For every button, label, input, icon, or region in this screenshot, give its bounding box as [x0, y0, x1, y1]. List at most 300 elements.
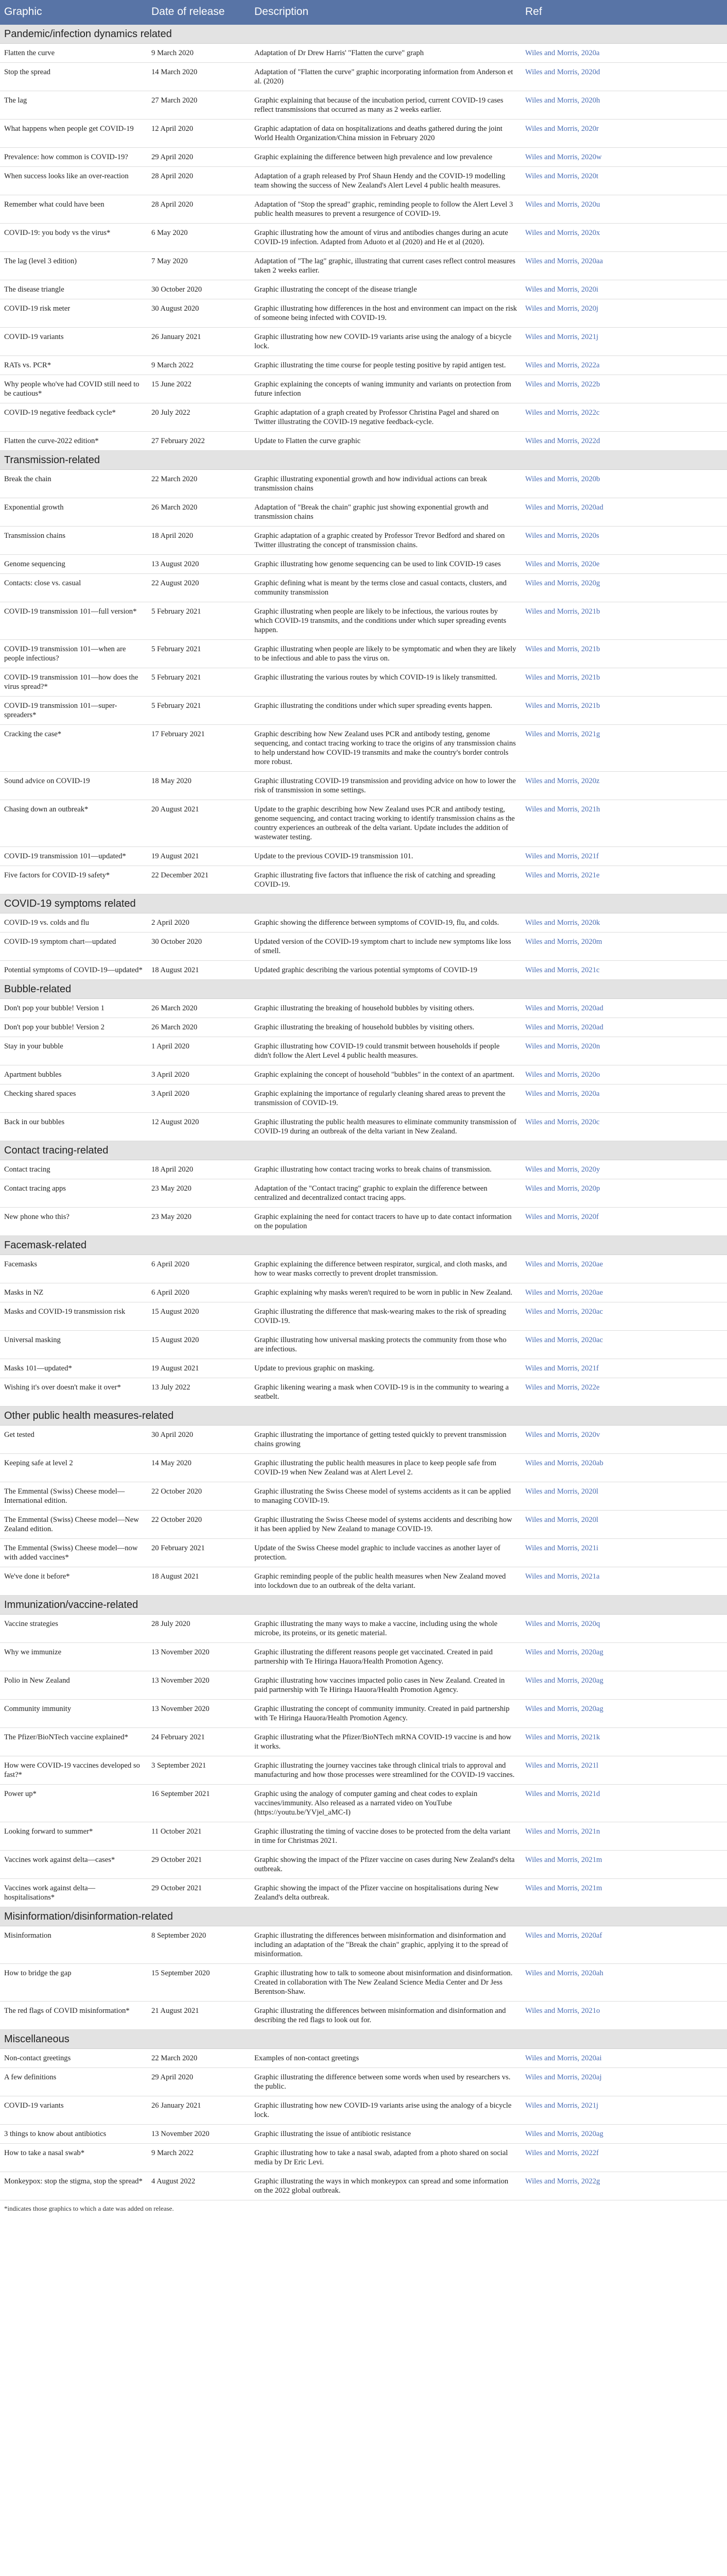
- graphic-cell: Non-contact greetings: [0, 2049, 147, 2068]
- section-title: Miscellaneous: [0, 2030, 727, 2049]
- table-row: [0, 280, 727, 299]
- ref-link[interactable]: Wiles and Morris, 2020g: [521, 574, 727, 602]
- description-cell: Graphic illustrating how differences in the host and environment can impact on the risk of someone being infected with COVID-19.: [250, 299, 521, 328]
- section-title: Facemask-related: [0, 1236, 727, 1255]
- ref-link[interactable]: Wiles and Morris, 2020f: [521, 1208, 727, 1236]
- section-header-row: [0, 1236, 727, 1255]
- description-cell: Graphic illustrating when people are likely to be symptomatic and when they are likely to be infectious and able to pass the virus on.: [250, 640, 521, 668]
- description-cell: Graphic adaptation of a graph created by Professor Christina Pagel and shared on Twitter illustrating the COVID-19 negative feedback-cycle.: [250, 403, 521, 432]
- ref-link[interactable]: Wiles and Morris, 2020ac: [521, 1331, 727, 1359]
- ref-link[interactable]: Wiles and Morris, 2021f: [521, 847, 727, 866]
- description-cell: Graphic illustrating the differences between misinformation and disinformation and describing the red flags to look out for.: [250, 2002, 521, 2030]
- description-cell: Adaptation of "Break the chain" graphic just showing exponential growth and transmission chains: [250, 498, 521, 527]
- ref-link[interactable]: Wiles and Morris, 2020af: [521, 1926, 727, 1964]
- description-cell: Graphic illustrating the breaking of household bubbles by visiting others.: [250, 1018, 521, 1037]
- ref-link[interactable]: Wiles and Morris, 2020ad: [521, 1018, 727, 1037]
- ref-link[interactable]: Wiles and Morris, 2020l: [521, 1482, 727, 1511]
- description-cell: Graphic illustrating the many ways to make a vaccine, including using the whole microbe, its proteins, or its genetic material.: [250, 1615, 521, 1643]
- ref-link[interactable]: Wiles and Morris, 2022b: [521, 375, 727, 403]
- description-cell: Graphic explaining the concepts of waning immunity and variants on protection from future infection: [250, 375, 521, 403]
- graphic-cell: COVID-19 vs. colds and flu: [0, 913, 147, 933]
- graphic-cell: Masks 101—updated*: [0, 1359, 147, 1378]
- description-cell: Adaptation of "The lag" graphic, illustrating that current cases reflect control measures taken 2 weeks earlier.: [250, 252, 521, 280]
- table-row: [0, 1879, 727, 1907]
- ref-link[interactable]: Wiles and Morris, 2020ag: [521, 1643, 727, 1671]
- description-cell: Graphic explaining the difference between high prevalence and low prevalence: [250, 148, 521, 167]
- section-header-row: [0, 2030, 727, 2049]
- ref-link[interactable]: Wiles and Morris, 2020ag: [521, 2125, 727, 2144]
- description-cell: Graphic illustrating exponential growth and how individual actions can break transmission chains: [250, 470, 521, 498]
- date-cell: 15 June 2022: [147, 375, 250, 403]
- ref-link[interactable]: Wiles and Morris, 2020ah: [521, 1964, 727, 2002]
- graphic-cell: Genome sequencing: [0, 555, 147, 574]
- graphic-cell: COVID-19 transmission 101—updated*: [0, 847, 147, 866]
- date-cell: 22 December 2021: [147, 866, 250, 894]
- graphic-cell: Transmission chains: [0, 527, 147, 555]
- date-cell: 3 September 2021: [147, 1756, 250, 1785]
- graphic-cell: Stop the spread: [0, 63, 147, 91]
- date-cell: 3 April 2020: [147, 1084, 250, 1113]
- description-cell: Graphic illustrating the time course for people testing positive by rapid antigen test.: [250, 356, 521, 375]
- graphic-cell: Apartment bubbles: [0, 1065, 147, 1084]
- date-cell: 9 March 2022: [147, 2144, 250, 2172]
- ref-link[interactable]: Wiles and Morris, 2020aj: [521, 2068, 727, 2096]
- date-cell: 12 August 2020: [147, 1113, 250, 1141]
- ref-link[interactable]: Wiles and Morris, 2020d: [521, 63, 727, 91]
- ref-link[interactable]: Wiles and Morris, 2021j: [521, 2096, 727, 2125]
- date-cell: 13 July 2022: [147, 1378, 250, 1406]
- table-row: [0, 1822, 727, 1851]
- graphic-cell: Vaccines work against delta—hospitalisations*: [0, 1879, 147, 1907]
- ref-link[interactable]: Wiles and Morris, 2020aa: [521, 252, 727, 280]
- table-row: [0, 2002, 727, 2030]
- description-cell: Graphic illustrating when people are likely to be infectious, the various routes by which COVID-19 transmits, and the conditions under which super spreading events happen.: [250, 602, 521, 640]
- date-cell: 19 August 2021: [147, 1359, 250, 1378]
- graphic-cell: COVID-19 transmission 101—when are people infectious?: [0, 640, 147, 668]
- description-cell: Graphic explaining why masks weren't required to be worn in public in New Zealand.: [250, 1283, 521, 1302]
- date-cell: 15 September 2020: [147, 1964, 250, 2002]
- ref-link[interactable]: Wiles and Morris, 2021o: [521, 2002, 727, 2030]
- date-cell: 1 April 2020: [147, 1037, 250, 1065]
- ref-link[interactable]: Wiles and Morris, 2020p: [521, 1179, 727, 1208]
- date-cell: 6 April 2020: [147, 1283, 250, 1302]
- ref-link[interactable]: Wiles and Morris, 2021c: [521, 961, 727, 980]
- date-cell: 5 February 2021: [147, 602, 250, 640]
- ref-link[interactable]: Wiles and Morris, 2020ac: [521, 1302, 727, 1331]
- date-cell: 26 January 2021: [147, 328, 250, 356]
- date-cell: 18 May 2020: [147, 772, 250, 800]
- table-row: [0, 328, 727, 356]
- date-cell: 13 November 2020: [147, 1643, 250, 1671]
- ref-link[interactable]: Wiles and Morris, 2021n: [521, 1822, 727, 1851]
- ref-link[interactable]: Wiles and Morris, 2020ae: [521, 1283, 727, 1302]
- table-row: [0, 1084, 727, 1113]
- ref-link[interactable]: Wiles and Morris, 2021l: [521, 1756, 727, 1785]
- description-cell: Graphic explaining the difference between respirator, surgical, and cloth masks, and how to wear masks correctly to prevent droplet transmission.: [250, 1255, 521, 1283]
- section-title: Contact tracing-related: [0, 1141, 727, 1160]
- graphic-cell: How to bridge the gap: [0, 1964, 147, 2002]
- description-cell: Graphic illustrating the public health measures to eliminate community transmission of COVID-19 during an outbreak of the delta variant in New Zealand.: [250, 1113, 521, 1141]
- ref-link[interactable]: Wiles and Morris, 2020u: [521, 195, 727, 224]
- ref-link[interactable]: Wiles and Morris, 2020o: [521, 1065, 727, 1084]
- ref-link[interactable]: Wiles and Morris, 2021b: [521, 668, 727, 697]
- date-cell: 12 April 2020: [147, 120, 250, 148]
- section-header-row: [0, 1406, 727, 1426]
- description-cell: Graphic illustrating the various routes by which COVID-19 is likely transmitted.: [250, 668, 521, 697]
- table-row: [0, 1037, 727, 1065]
- ref-link[interactable]: Wiles and Morris, 2021a: [521, 1567, 727, 1596]
- date-cell: 14 May 2020: [147, 1454, 250, 1482]
- date-cell: 15 August 2020: [147, 1302, 250, 1331]
- description-cell: Graphic likening wearing a mask when COVID-19 is in the community to wearing a seatbelt.: [250, 1378, 521, 1406]
- date-cell: 29 October 2021: [147, 1879, 250, 1907]
- graphic-cell: When success looks like an over-reaction: [0, 167, 147, 195]
- section-header-row: [0, 980, 727, 999]
- description-cell: Examples of non-contact greetings: [250, 2049, 521, 2068]
- description-cell: Graphic illustrating the concept of community immunity. Created in paid partnership with Te Hiringa Hauora/Health Promotion Agency.: [250, 1700, 521, 1728]
- table-row: [0, 725, 727, 772]
- table-row: [0, 1018, 727, 1037]
- table-row: [0, 1785, 727, 1822]
- date-cell: 28 April 2020: [147, 167, 250, 195]
- table-row: [0, 1756, 727, 1785]
- table-row: [0, 1728, 727, 1756]
- graphic-cell: Prevalence: how common is COVID-19?: [0, 148, 147, 167]
- date-cell: 26 March 2020: [147, 498, 250, 527]
- description-cell: Update to the graphic describing how New Zealand uses PCR and antibody testing, genome sequencing, and contact tracing working to identify transmission chains as the country experiences an outbreak of the delta variant. Update includes the addition of wastewater testing.: [250, 800, 521, 847]
- graphic-cell: Chasing down an outbreak*: [0, 800, 147, 847]
- graphic-cell: Don't pop your bubble! Version 2: [0, 1018, 147, 1037]
- date-cell: 18 August 2021: [147, 1567, 250, 1596]
- ref-link[interactable]: Wiles and Morris, 2020a: [521, 44, 727, 63]
- date-cell: 22 October 2020: [147, 1482, 250, 1511]
- ref-link[interactable]: Wiles and Morris, 2022e: [521, 1378, 727, 1406]
- graphic-cell: The Pfizer/BioNTech vaccine explained*: [0, 1728, 147, 1756]
- table-row: [0, 1567, 727, 1596]
- ref-link[interactable]: Wiles and Morris, 2021f: [521, 1359, 727, 1378]
- description-cell: Graphic illustrating the timing of vaccine doses to be protected from the delta variant in time for Christmas 2021.: [250, 1822, 521, 1851]
- description-cell: Graphic illustrating how new COVID-19 variants arise using the analogy of a bicycle lock.: [250, 328, 521, 356]
- description-cell: Graphic illustrating the breaking of household bubbles by visiting others.: [250, 999, 521, 1018]
- table-row: [0, 1113, 727, 1141]
- date-cell: 4 August 2022: [147, 2172, 250, 2200]
- graphic-cell: Masks and COVID-19 transmission risk: [0, 1302, 147, 1331]
- description-cell: Graphic explaining that because of the incubation period, current COVID-19 cases reflect transmissions that occurred as many as 2 weeks earlier.: [250, 91, 521, 120]
- table-row: [0, 1615, 727, 1643]
- ref-link[interactable]: Wiles and Morris, 2020z: [521, 772, 727, 800]
- ref-link[interactable]: Wiles and Morris, 2022f: [521, 2144, 727, 2172]
- description-cell: Graphic illustrating the journey vaccines take through clinical trials to approval and manufacturing and how those processes were streamlined for the COVID-19 vaccines.: [250, 1756, 521, 1785]
- description-cell: Graphic illustrating the differences between misinformation and disinformation and including an adaptation of the "Break the chain" graphic, applying it to the spread of misinformation.: [250, 1926, 521, 1964]
- graphic-cell: The Emmental (Swiss) Cheese model—now with added vaccines*: [0, 1539, 147, 1567]
- section-header-row: [0, 451, 727, 470]
- graphic-cell: COVID-19 transmission 101—how does the virus spread?*: [0, 668, 147, 697]
- date-cell: 22 March 2020: [147, 2049, 250, 2068]
- ref-link[interactable]: Wiles and Morris, 2020ag: [521, 1700, 727, 1728]
- date-cell: 19 August 2021: [147, 847, 250, 866]
- ref-link[interactable]: Wiles and Morris, 2020ad: [521, 498, 727, 527]
- table-row: [0, 602, 727, 640]
- description-cell: Adaptation of a graph released by Prof Shaun Hendy and the COVID-19 modelling team showing the success of New Zealand's Alert Level 4 public health measures.: [250, 167, 521, 195]
- section-title: Other public health measures-related: [0, 1406, 727, 1426]
- description-cell: Graphic illustrating the conditions under which super spreading events happen.: [250, 697, 521, 725]
- ref-link[interactable]: Wiles and Morris, 2021e: [521, 866, 727, 894]
- ref-link[interactable]: Wiles and Morris, 2020w: [521, 148, 727, 167]
- description-cell: Graphic explaining the importance of regularly cleaning shared areas to prevent the transmission of COVID-19.: [250, 1084, 521, 1113]
- description-cell: Graphic explaining the need for contact tracers to have up to date contact information on the population: [250, 1208, 521, 1236]
- table-row: [0, 470, 727, 498]
- description-cell: Graphic illustrating five factors that influence the risk of catching and spreading COVID-19.: [250, 866, 521, 894]
- date-cell: 27 March 2020: [147, 91, 250, 120]
- graphic-cell: The red flags of COVID misinformation*: [0, 2002, 147, 2030]
- date-cell: 5 February 2021: [147, 697, 250, 725]
- description-cell: Graphic illustrating how contact tracing works to break chains of transmission.: [250, 1160, 521, 1179]
- section-title: Bubble-related: [0, 980, 727, 999]
- table-header: [0, 0, 727, 25]
- description-cell: Graphic illustrating the public health measures in place to keep people safe from COVID-19 when New Zealand was at Alert Level 2.: [250, 1454, 521, 1482]
- description-cell: Adaptation of Dr Drew Harris' "Flatten the curve" graph: [250, 44, 521, 63]
- table-row: [0, 1482, 727, 1511]
- description-cell: Graphic illustrating the importance of getting tested quickly to prevent transmission chains growing: [250, 1426, 521, 1454]
- graphic-cell: Five factors for COVID-19 safety*: [0, 866, 147, 894]
- date-cell: 22 August 2020: [147, 574, 250, 602]
- description-cell: Adaptation of "Stop the spread" graphic, reminding people to follow the Alert Level 3 public health measures to prevent a resurgence of COVID-19.: [250, 195, 521, 224]
- graphic-cell: Vaccine strategies: [0, 1615, 147, 1643]
- ref-link[interactable]: Wiles and Morris, 2021i: [521, 1539, 727, 1567]
- section-title: Pandemic/infection dynamics related: [0, 25, 727, 44]
- table-row: [0, 800, 727, 847]
- graphic-cell: How to take a nasal swab*: [0, 2144, 147, 2172]
- ref-link[interactable]: Wiles and Morris, 2021g: [521, 725, 727, 772]
- section-title: Immunization/vaccine-related: [0, 1596, 727, 1615]
- graphic-cell: Checking shared spaces: [0, 1084, 147, 1113]
- table-row: [0, 252, 727, 280]
- date-cell: 18 August 2021: [147, 961, 250, 980]
- date-cell: 18 April 2020: [147, 1160, 250, 1179]
- section-header-row: [0, 1596, 727, 1615]
- ref-link[interactable]: Wiles and Morris, 2021m: [521, 1879, 727, 1907]
- graphic-cell: Wishing it's over doesn't make it over*: [0, 1378, 147, 1406]
- section-header-row: [0, 1141, 727, 1160]
- ref-link[interactable]: Wiles and Morris, 2020t: [521, 167, 727, 195]
- table-row: [0, 574, 727, 602]
- graphic-cell: RATs vs. PCR*: [0, 356, 147, 375]
- date-cell: 2 April 2020: [147, 913, 250, 933]
- ref-link[interactable]: Wiles and Morris, 2020m: [521, 933, 727, 961]
- table-row: [0, 2096, 727, 2125]
- ref-link[interactable]: Wiles and Morris, 2020e: [521, 555, 727, 574]
- graphic-cell: COVID-19 transmission 101—super-spreaders*: [0, 697, 147, 725]
- table-row: [0, 1179, 727, 1208]
- table-body: [0, 25, 727, 2200]
- graphic-cell: Polio in New Zealand: [0, 1671, 147, 1700]
- header-date: Date of release: [147, 0, 250, 25]
- graphic-cell: Flatten the curve-2022 edition*: [0, 432, 147, 451]
- table-row: [0, 432, 727, 451]
- ref-link[interactable]: Wiles and Morris, 2020ai: [521, 2049, 727, 2068]
- graphic-cell: How were COVID-19 vaccines developed so fast?*: [0, 1756, 147, 1785]
- table-row: [0, 847, 727, 866]
- graphic-cell: Don't pop your bubble! Version 1: [0, 999, 147, 1018]
- table-row: [0, 1283, 727, 1302]
- ref-link[interactable]: Wiles and Morris, 2022c: [521, 403, 727, 432]
- description-cell: Graphic showing the impact of the Pfizer vaccine on cases during New Zealand's delta outbreak.: [250, 1851, 521, 1879]
- ref-link[interactable]: Wiles and Morris, 2021h: [521, 800, 727, 847]
- description-cell: Graphic illustrating what the Pfizer/BioNTech mRNA COVID-19 vaccine is and how it works.: [250, 1728, 521, 1756]
- ref-link[interactable]: Wiles and Morris, 2021b: [521, 697, 727, 725]
- description-cell: Graphic using the analogy of computer gaming and cheat codes to explain vaccines/immunity. Also released as a narrated video on YouTube (https://youtu.be/YVjel_aMC-I): [250, 1785, 521, 1822]
- description-cell: Adaptation of "Flatten the curve" graphic incorporating information from Anderson et al. (2020): [250, 63, 521, 91]
- table-row: [0, 91, 727, 120]
- date-cell: 30 April 2020: [147, 1426, 250, 1454]
- graphic-cell: Contact tracing apps: [0, 1179, 147, 1208]
- description-cell: Graphic illustrating how new COVID-19 variants arise using the analogy of a bicycle lock.: [250, 2096, 521, 2125]
- ref-link[interactable]: Wiles and Morris, 2020i: [521, 280, 727, 299]
- ref-link[interactable]: Wiles and Morris, 2020ad: [521, 999, 727, 1018]
- description-cell: Graphic illustrating the Swiss Cheese model of systems accidents and describing how it has been applied by New Zealand to manage COVID-19.: [250, 1511, 521, 1539]
- ref-link[interactable]: Wiles and Morris, 2020q: [521, 1615, 727, 1643]
- graphic-cell: Masks in NZ: [0, 1283, 147, 1302]
- ref-link[interactable]: Wiles and Morris, 2021j: [521, 328, 727, 356]
- date-cell: 6 April 2020: [147, 1255, 250, 1283]
- table-row: [0, 356, 727, 375]
- date-cell: 5 February 2021: [147, 640, 250, 668]
- description-cell: Graphic illustrating how genome sequencing can be used to link COVID-19 cases: [250, 555, 521, 574]
- graphic-cell: The lag: [0, 91, 147, 120]
- ref-link[interactable]: Wiles and Morris, 2022d: [521, 432, 727, 451]
- graphic-cell: Looking forward to summer*: [0, 1822, 147, 1851]
- ref-link[interactable]: Wiles and Morris, 2021b: [521, 640, 727, 668]
- table-row: [0, 1511, 727, 1539]
- date-cell: 3 April 2020: [147, 1065, 250, 1084]
- ref-link[interactable]: Wiles and Morris, 2020r: [521, 120, 727, 148]
- table-row: [0, 1851, 727, 1879]
- date-cell: 13 August 2020: [147, 555, 250, 574]
- graphic-cell: COVID-19: you body vs the virus*: [0, 224, 147, 252]
- table-row: [0, 697, 727, 725]
- ref-link[interactable]: Wiles and Morris, 2020k: [521, 913, 727, 933]
- date-cell: 28 July 2020: [147, 1615, 250, 1643]
- description-cell: Update to previous graphic on masking.: [250, 1359, 521, 1378]
- section-title: Misinformation/disinformation-related: [0, 1907, 727, 1926]
- table-row: [0, 555, 727, 574]
- date-cell: 30 October 2020: [147, 280, 250, 299]
- graphic-cell: Contacts: close vs. casual: [0, 574, 147, 602]
- date-cell: 23 May 2020: [147, 1179, 250, 1208]
- graphic-cell: Monkeypox: stop the stigma, stop the spread*: [0, 2172, 147, 2200]
- date-cell: 6 May 2020: [147, 224, 250, 252]
- description-cell: Adaptation of the "Contact tracing" graphic to explain the difference between centralized and decentralized contact tracing apps.: [250, 1179, 521, 1208]
- graphic-cell: The Emmental (Swiss) Cheese model—New Zealand edition.: [0, 1511, 147, 1539]
- graphic-cell: COVID-19 symptom chart—updated: [0, 933, 147, 961]
- description-cell: Graphic describing how New Zealand uses PCR and antibody testing, genome sequencing, and contact tracing working to trace the origins of any transmission chains to help understand how COVID-19 transmits and make the country's border controls more robust.: [250, 725, 521, 772]
- graphic-cell: COVID-19 negative feedback cycle*: [0, 403, 147, 432]
- graphic-cell: Potential symptoms of COVID-19—updated*: [0, 961, 147, 980]
- footnote: *indicates those graphics to which a date was added on release.: [4, 2205, 174, 2212]
- description-cell: Graphic illustrating how the amount of virus and antibodies changes during an acute COVID-19 infection. Adapted from Aduoto et al (2020) and He et al (2020).: [250, 224, 521, 252]
- description-cell: Updated version of the COVID-19 symptom chart to include new symptoms like loss of smell.: [250, 933, 521, 961]
- table-row: [0, 299, 727, 328]
- graphic-cell: Vaccines work against delta—cases*: [0, 1851, 147, 1879]
- ref-link[interactable]: Wiles and Morris, 2020ag: [521, 1671, 727, 1700]
- ref-link[interactable]: Wiles and Morris, 2022a: [521, 356, 727, 375]
- ref-link[interactable]: Wiles and Morris, 2020b: [521, 470, 727, 498]
- ref-link[interactable]: Wiles and Morris, 2020s: [521, 527, 727, 555]
- date-cell: 22 March 2020: [147, 470, 250, 498]
- ref-link[interactable]: Wiles and Morris, 2021m: [521, 1851, 727, 1879]
- table-row: [0, 2049, 727, 2068]
- ref-link[interactable]: Wiles and Morris, 2020j: [521, 299, 727, 328]
- description-cell: Graphic illustrating the difference that mask-wearing makes to the risk of spreading COVID-19.: [250, 1302, 521, 1331]
- ref-link[interactable]: Wiles and Morris, 2020c: [521, 1113, 727, 1141]
- ref-link[interactable]: Wiles and Morris, 2020v: [521, 1426, 727, 1454]
- table-row: [0, 933, 727, 961]
- graphic-cell: COVID-19 variants: [0, 328, 147, 356]
- table-row: [0, 961, 727, 980]
- table-row: [0, 167, 727, 195]
- date-cell: 26 March 2020: [147, 999, 250, 1018]
- date-cell: 29 April 2020: [147, 2068, 250, 2096]
- table-row: [0, 866, 727, 894]
- ref-link[interactable]: Wiles and Morris, 2021k: [521, 1728, 727, 1756]
- description-cell: Update to Flatten the curve graphic: [250, 432, 521, 451]
- table-row: [0, 1426, 727, 1454]
- graphic-cell: Break the chain: [0, 470, 147, 498]
- table-row: [0, 1454, 727, 1482]
- ref-link[interactable]: Wiles and Morris, 2020y: [521, 1160, 727, 1179]
- date-cell: 13 November 2020: [147, 1700, 250, 1728]
- table-row: [0, 1671, 727, 1700]
- ref-link[interactable]: Wiles and Morris, 2020n: [521, 1037, 727, 1065]
- ref-link[interactable]: Wiles and Morris, 2022g: [521, 2172, 727, 2200]
- description-cell: Graphic illustrating COVID-19 transmission and providing advice on how to lower the risk of transmission in some settings.: [250, 772, 521, 800]
- description-cell: Graphic illustrating the difference between some words when used by researchers vs. the public.: [250, 2068, 521, 2096]
- graphic-cell: Universal masking: [0, 1331, 147, 1359]
- date-cell: 27 February 2022: [147, 432, 250, 451]
- ref-link[interactable]: Wiles and Morris, 2020a: [521, 1084, 727, 1113]
- graphic-cell: A few definitions: [0, 2068, 147, 2096]
- description-cell: Updated graphic describing the various potential symptoms of COVID-19: [250, 961, 521, 980]
- ref-link[interactable]: Wiles and Morris, 2021b: [521, 602, 727, 640]
- graphic-cell: Why we immunize: [0, 1643, 147, 1671]
- date-cell: 26 March 2020: [147, 1018, 250, 1037]
- date-cell: 17 February 2021: [147, 725, 250, 772]
- ref-link[interactable]: Wiles and Morris, 2020l: [521, 1511, 727, 1539]
- date-cell: 20 July 2022: [147, 403, 250, 432]
- description-cell: Update to the previous COVID-19 transmission 101.: [250, 847, 521, 866]
- table-row: [0, 1331, 727, 1359]
- section-header-row: [0, 25, 727, 44]
- ref-link[interactable]: Wiles and Morris, 2020ae: [521, 1255, 727, 1283]
- ref-link[interactable]: Wiles and Morris, 2020x: [521, 224, 727, 252]
- ref-link[interactable]: Wiles and Morris, 2020h: [521, 91, 727, 120]
- ref-link[interactable]: Wiles and Morris, 2020ab: [521, 1454, 727, 1482]
- table-row: [0, 498, 727, 527]
- date-cell: 15 August 2020: [147, 1331, 250, 1359]
- graphic-cell: COVID-19 risk meter: [0, 299, 147, 328]
- table-row: [0, 913, 727, 933]
- table-row: [0, 1208, 727, 1236]
- table-row: [0, 999, 727, 1018]
- graphic-cell: New phone who this?: [0, 1208, 147, 1236]
- date-cell: 13 November 2020: [147, 2125, 250, 2144]
- table-row: [0, 1160, 727, 1179]
- table-row: [0, 120, 727, 148]
- date-cell: 23 May 2020: [147, 1208, 250, 1236]
- ref-link[interactable]: Wiles and Morris, 2021d: [521, 1785, 727, 1822]
- description-cell: Graphic reminding people of the public health measures when New Zealand moved into lockdown due to an outbreak of the delta variant.: [250, 1567, 521, 1596]
- date-cell: 13 November 2020: [147, 1671, 250, 1700]
